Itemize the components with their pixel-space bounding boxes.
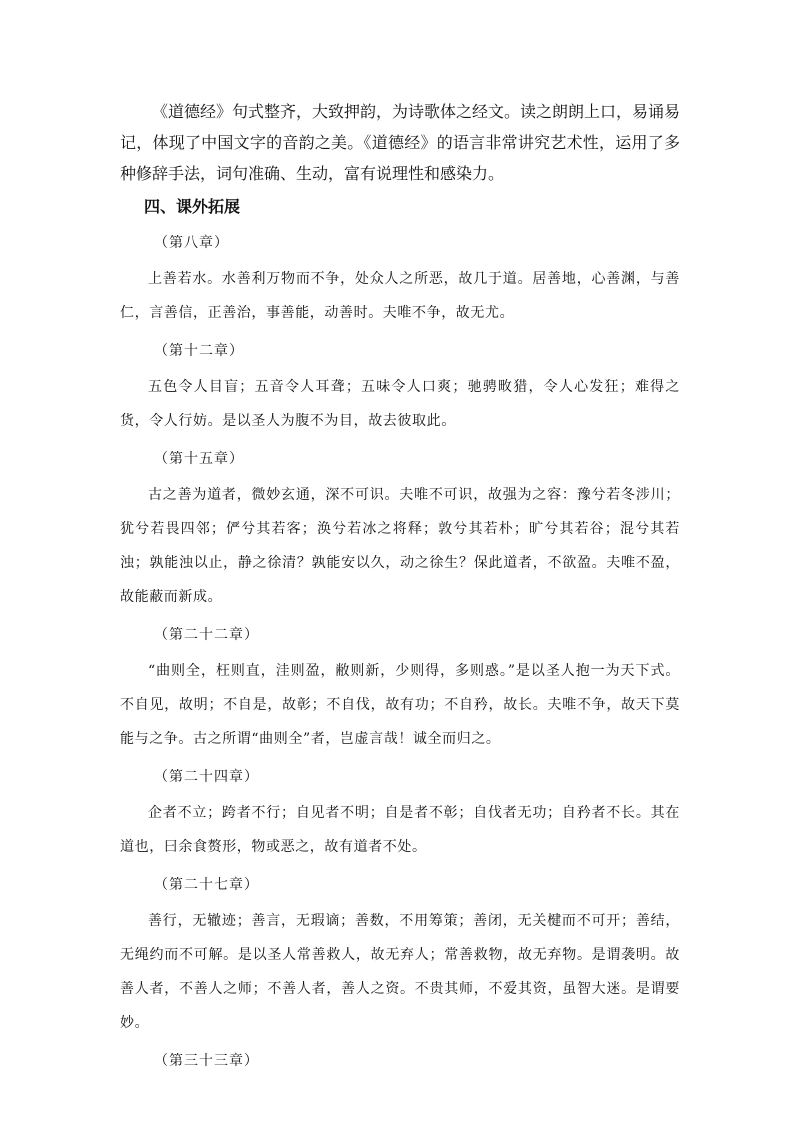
chapter-text: 五色令人目盲；五音令人耳聋；五味令人口爽；驰骋畋猎，令人心发狂；难得之货，令人行妨。是以圣人为腹不为目，故去彼取此。 (120, 379, 680, 429)
intro-section (120, 96, 680, 189)
chapter-text: 企者不立；跨者不行；自见者不明；自是者不彰；自伐者无功；自矜者不长。其在道也，曰余食赘形，物或恶之，故有道者不处。 (120, 805, 680, 855)
chapter-33 (120, 1050, 680, 1072)
chapter-title: （第二十七章） (154, 877, 259, 893)
chapter-12 (120, 340, 680, 438)
chapter-15 (120, 448, 680, 614)
chapter-title: （第三十三章） (154, 1053, 259, 1069)
chapter-title: （第十五章） (154, 451, 244, 467)
chapter-27 (120, 874, 680, 1040)
chapter-title: （第二十四章） (154, 769, 259, 785)
chapter-text: 善行，无辙迹；善言，无瑕谪；善数，不用筹策；善闭，无关楗而不可开；善结，无绳约而不可解。是以圣人常善救人，故无弃人；常善救物，故无弃物。是谓袭明。故善人者，不善人之师；不善人者，善人之资。不贵其师，不爱其资，虽智大迷。是谓要妙。 (120, 913, 680, 1031)
section-heading: 四、课外拓展 (144, 197, 241, 216)
chapter-text: 古之善为道者，微妙玄通，深不可识。夫唯不可识，故强为之容：豫兮若冬涉川；犹兮若畏四邻；俨兮其若客；涣兮若冰之将释；敦兮其若朴；旷兮其若谷；混兮其若浊；孰能浊以止，静之徐清？孰能安以久，动之徐生？保此道者，不欲盈。夫唯不盈，故能蔽而新成。 (120, 487, 680, 605)
chapter-24 (120, 766, 680, 864)
chapter-title: （第十二章） (154, 343, 244, 359)
chapter-8 (120, 232, 680, 330)
chapter-title: （第八章） (154, 235, 229, 251)
chapter-title: （第二十二章） (154, 627, 259, 643)
chapter-text: “曲则全，枉则直，洼则盈，敝则新，少则得，多则惑。”是以圣人抱一为天下式。不自见，故明；不自是，故彰；不自伐，故有功；不自矜，故长。夫唯不争，故天下莫能与之争。古之所谓“曲则全”者，岂虚言哉！诚全而归之。 (120, 663, 680, 747)
intro-paragraph: 《道德经》句式整齐，大致押韵，为诗歌体之经文。读之朗朗上口，易诵易记，体现了中国文字的音韵之美。《道德经》的语言非常讲究艺术性，运用了多种修辞手法，词句准确、生动，富有说理性和感染力。 (120, 102, 681, 183)
chapter-text: 上善若水。水善利万物而不争，处众人之所恶，故几于道。居善地，心善渊，与善仁，言善信，正善治，事善能，动善时。夫唯不争，故无尤。 (120, 271, 680, 321)
chapter-22 (120, 624, 680, 756)
document-content (120, 96, 680, 1080)
